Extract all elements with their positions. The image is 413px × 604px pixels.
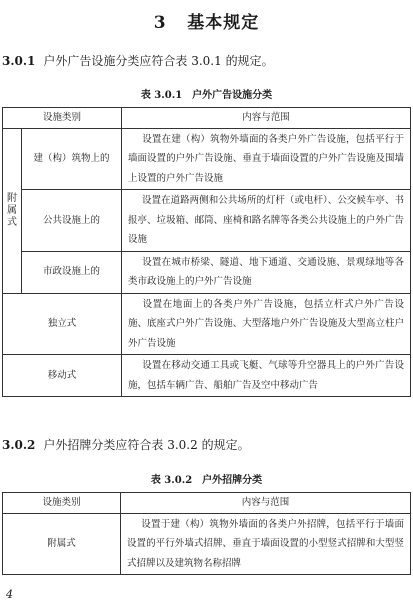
table-caption: 表 3.0.1 户外广告设施分类 xyxy=(140,90,273,101)
header-content: 内容与范围 xyxy=(122,108,411,129)
row-category: 独立式 xyxy=(3,293,122,355)
table-row xyxy=(3,355,411,397)
table-header-row xyxy=(3,493,411,514)
header-category: 设施类别 xyxy=(3,493,121,514)
table-row xyxy=(3,513,411,575)
chapter-heading xyxy=(0,8,413,33)
group-label: 附属式 xyxy=(3,128,22,293)
row-category: 市政设施上的 xyxy=(22,251,122,293)
table-3-0-1 xyxy=(2,107,411,397)
header-content: 内容与范围 xyxy=(121,493,411,514)
row-content: 设置在建（构）筑物外墙面的各类户外广告设施，包括平行于墙面设置的户外广告设施、垂直于墙面设置的户外广告设施及围墙上设置的户外广告设施 xyxy=(122,128,411,190)
row-category: 建（构）筑物上的 xyxy=(22,128,122,190)
row-content: 设置在地面上的各类户外广告设施，包括立杆式户外广告设施、底座式户外广告设施、大型落地户外广告设施及大型高立柱户外广告设施 xyxy=(122,293,411,355)
table-3-0-2 xyxy=(2,492,411,575)
chapter-title: 基本规定 xyxy=(187,13,260,33)
row-content: 设置在移动交通工具或飞艇、气球等升空器具上的户外广告设施，包括车辆广告、船舶广告及空中移动广告 xyxy=(122,355,411,397)
row-content: 设置在城市桥梁、隧道、地下通道、交通设施、景观绿地等各类市政设施上的户外广告设施 xyxy=(122,251,411,293)
row-content: 设置在道路两侧和公共场所的灯杆（或电杆）、公交候车亭、书报亭、垃圾箱、邮筒、座椅和路名牌等各类公共设施上的户外广告设施 xyxy=(122,190,411,252)
row-category: 附属式 xyxy=(3,513,121,575)
clause-number: 3.0.2 xyxy=(2,438,36,452)
table-header-row xyxy=(3,108,411,129)
page-number: 4 xyxy=(6,588,13,601)
chapter-number: 3 xyxy=(153,13,167,33)
clause-text: 户外广告设施分类应符合表 3.0.1 的规定。 xyxy=(43,54,274,68)
row-category: 移动式 xyxy=(3,355,122,397)
header-category: 设施类别 xyxy=(3,108,122,129)
row-category: 公共设施上的 xyxy=(22,190,122,252)
table-caption: 表 3.0.2 户外招牌分类 xyxy=(150,475,263,486)
clause-text: 户外招牌分类应符合表 3.0.2 的规定。 xyxy=(43,438,250,452)
clause-number: 3.0.1 xyxy=(2,54,36,68)
clause-3-0-1 xyxy=(2,52,274,69)
table-row xyxy=(3,190,411,252)
table-row xyxy=(3,251,411,293)
table-row xyxy=(3,293,411,355)
clause-3-0-2 xyxy=(2,436,250,453)
row-content: 设置于建（构）筑物外墙面的各类户外招牌，包括平行于墙面设置的平行外墙式招牌、垂直于墙面设置的小型竖式招牌和大型竖式招牌以及建筑物名称招牌 xyxy=(121,513,411,575)
table-row xyxy=(3,128,411,190)
